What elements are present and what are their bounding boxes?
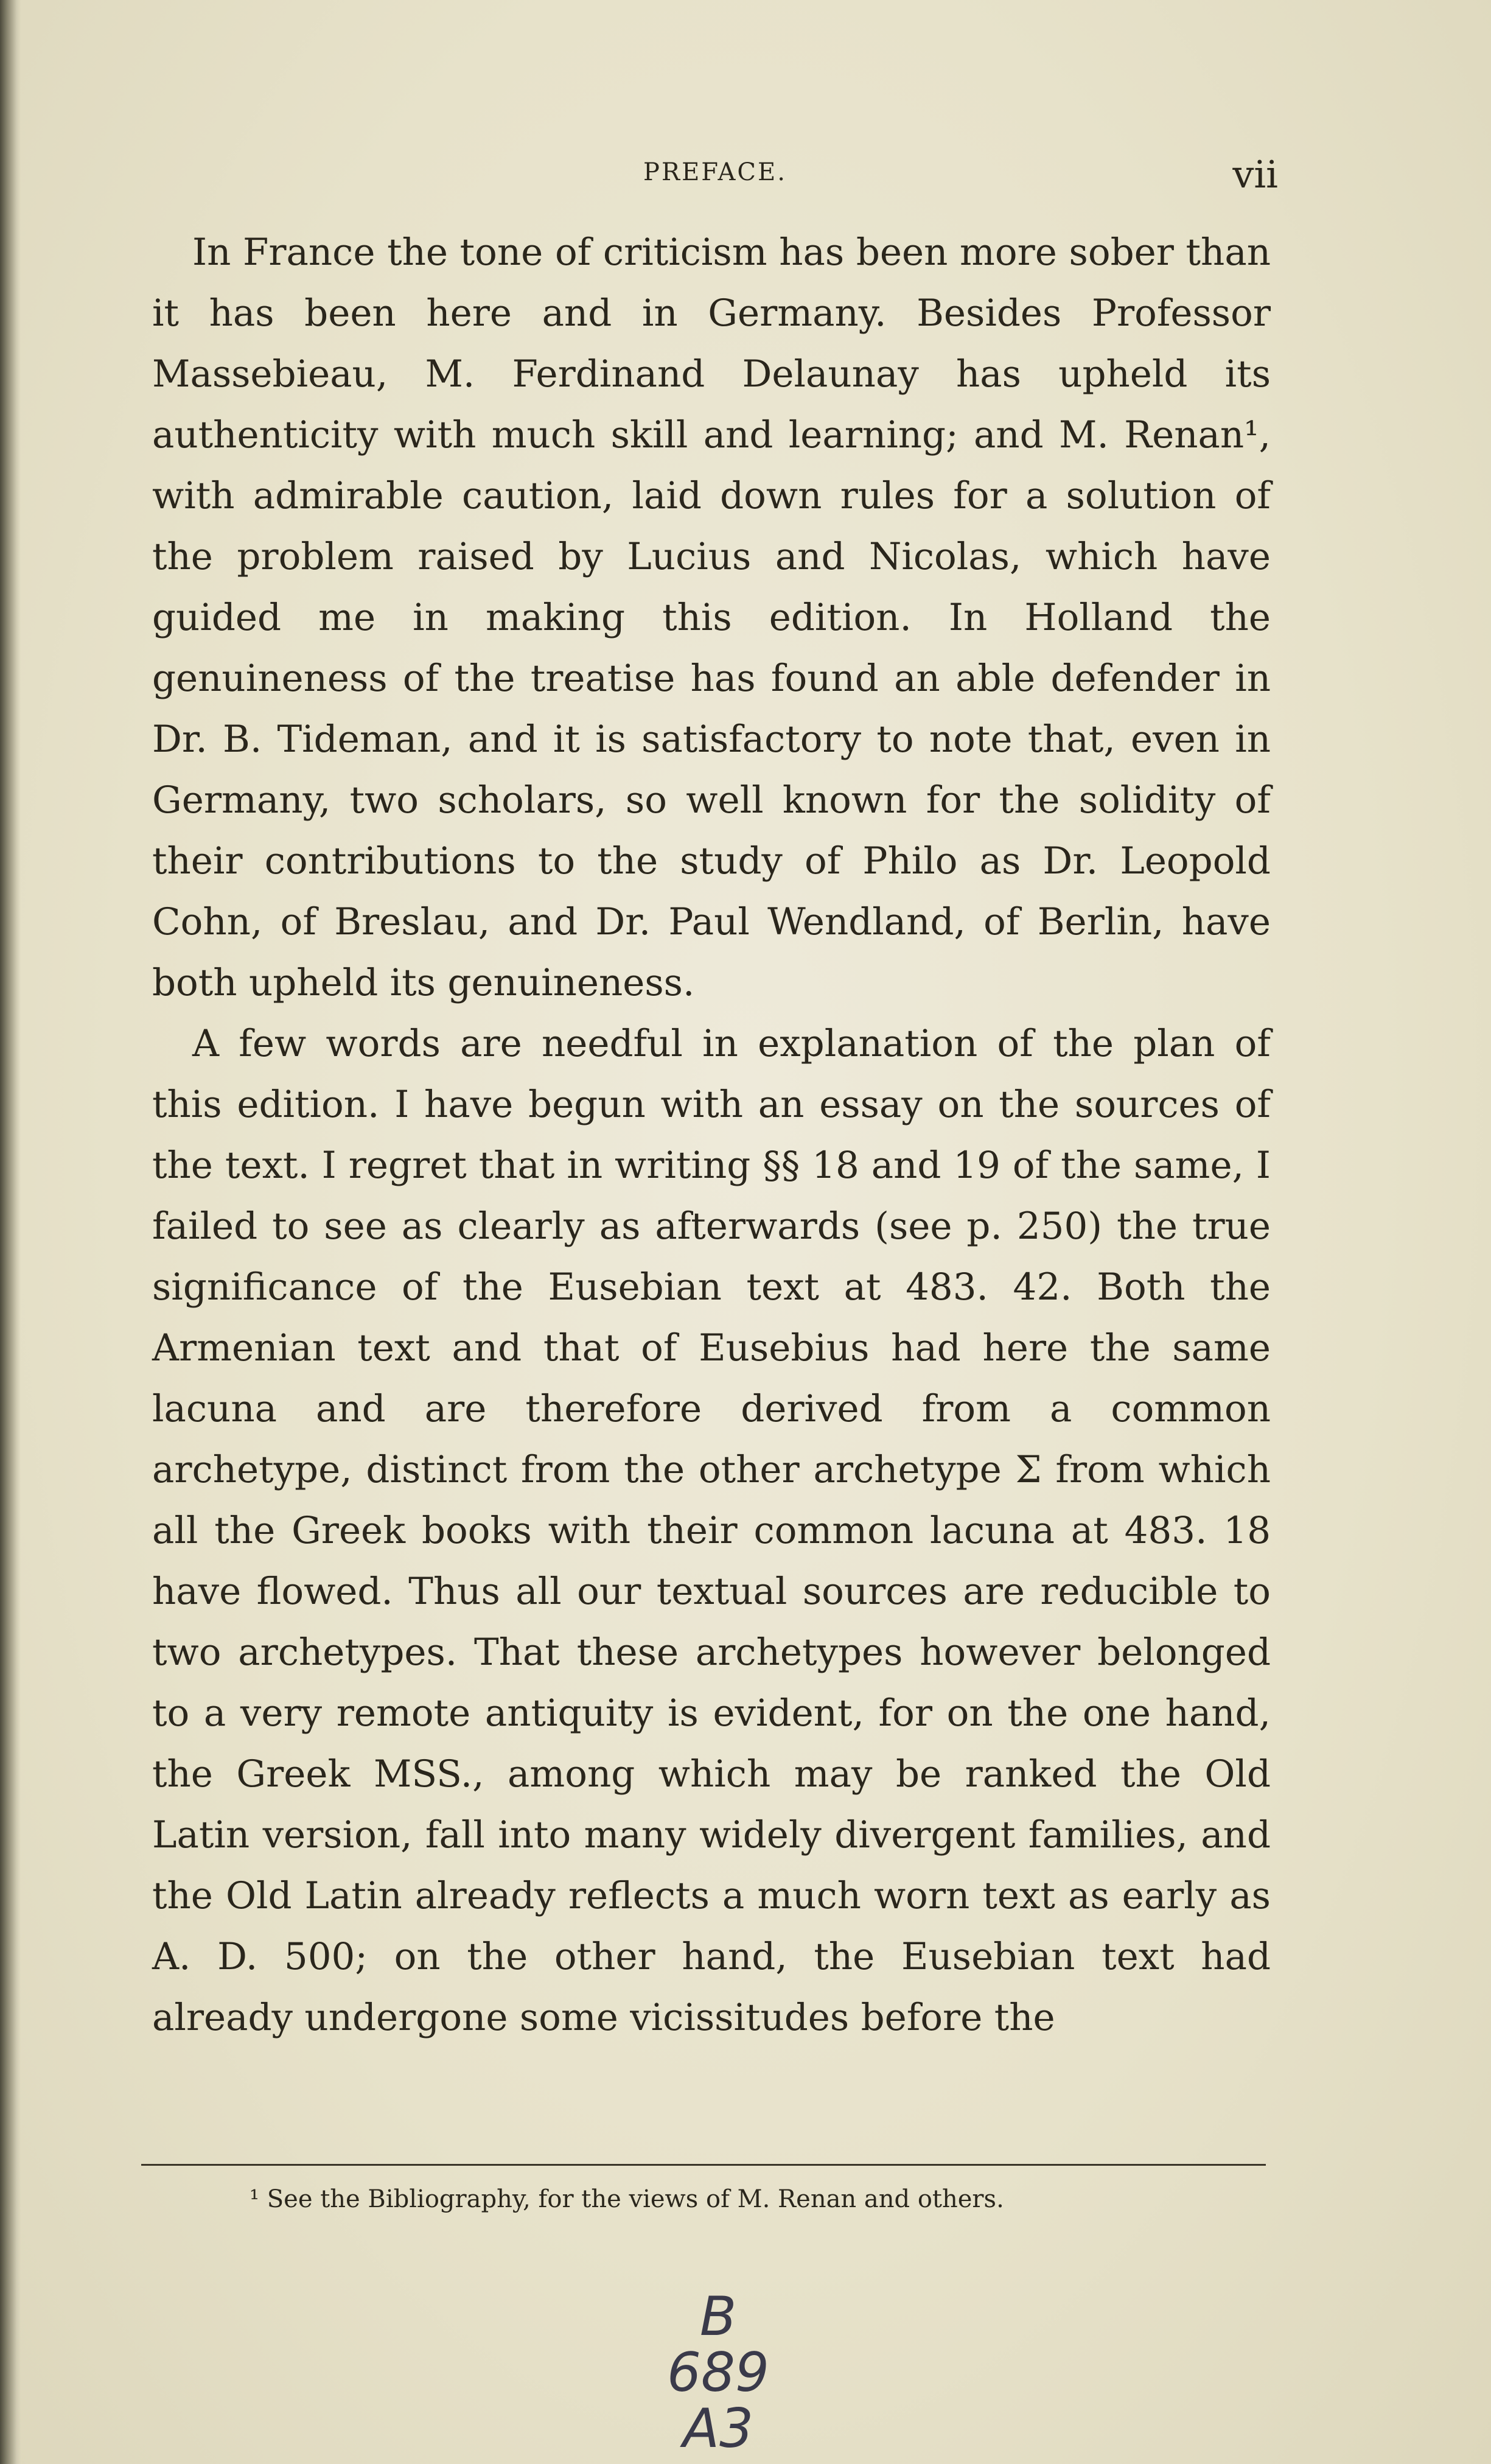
running-head (152, 152, 1278, 201)
catalog-mark-line-2: 689 (667, 2341, 769, 2404)
paragraph-2: A few words are needful in explanation of the plan of this edition. I have begun with an essay on the sources of the text. I regret that in writing §§ 18 and 19 of the same, I failed to see as clearly as afterwards (see p. 250) the true significance of the Eusebian text at 483. 42. Both the Armenian text and that of Eusebius had here the same lacuna and are therefore derived from a common archetype, distinct from the other archetype Σ from which all the Greek books with their common lacuna at 483. 18 have flowed. Thus all our textual sources are reducible to two archetypes. That these archetypes however belonged to a very remote antiquity is evident, for on the one hand, the Greek MSS., among which may be ranked the Old Latin version, fall into many widely divergent families, and the Old Latin already reflects a much worn text as early as A. D. 500; on the other hand, the Eusebian text had already undergone some vicissitudes before the (152, 1022, 1271, 2039)
running-title: PREFACE. (643, 158, 787, 186)
body-text (152, 222, 1271, 2048)
paragraph-1: In France the tone of criticism has been more sober than it has been here and in Germany. Besides Professor Massebieau, M. Ferdinand Delaunay has upheld its authenticity with much skill and learning; and M. Renan¹, with admirable caution, laid down rules for a solution of the problem raised by Lucius and Nicolas, which have guided me in making this edition. In Holland the genuineness of the treatise has found an able defender in Dr. B. Tideman, and it is satisfactory to note that, even in Germany, two scholars, so well known for the solidity of their contributions to the study of Philo as Dr. Leopold Cohn, of Breslau, and Dr. Paul Wendland, of Berlin, have both upheld its genuineness. (152, 231, 1271, 1004)
binding-edge (0, 0, 21, 2464)
handwritten-catalog-mark (651, 2285, 785, 2460)
page-number: vii (1232, 152, 1278, 197)
footnote: ¹ See the Bibliography, for the views of M. Renan and others. (250, 2185, 1004, 2213)
catalog-mark-line-3: A3 (682, 2397, 754, 2460)
footnote-rule (141, 2164, 1266, 2166)
catalog-mark-line-1: B (699, 2285, 737, 2348)
